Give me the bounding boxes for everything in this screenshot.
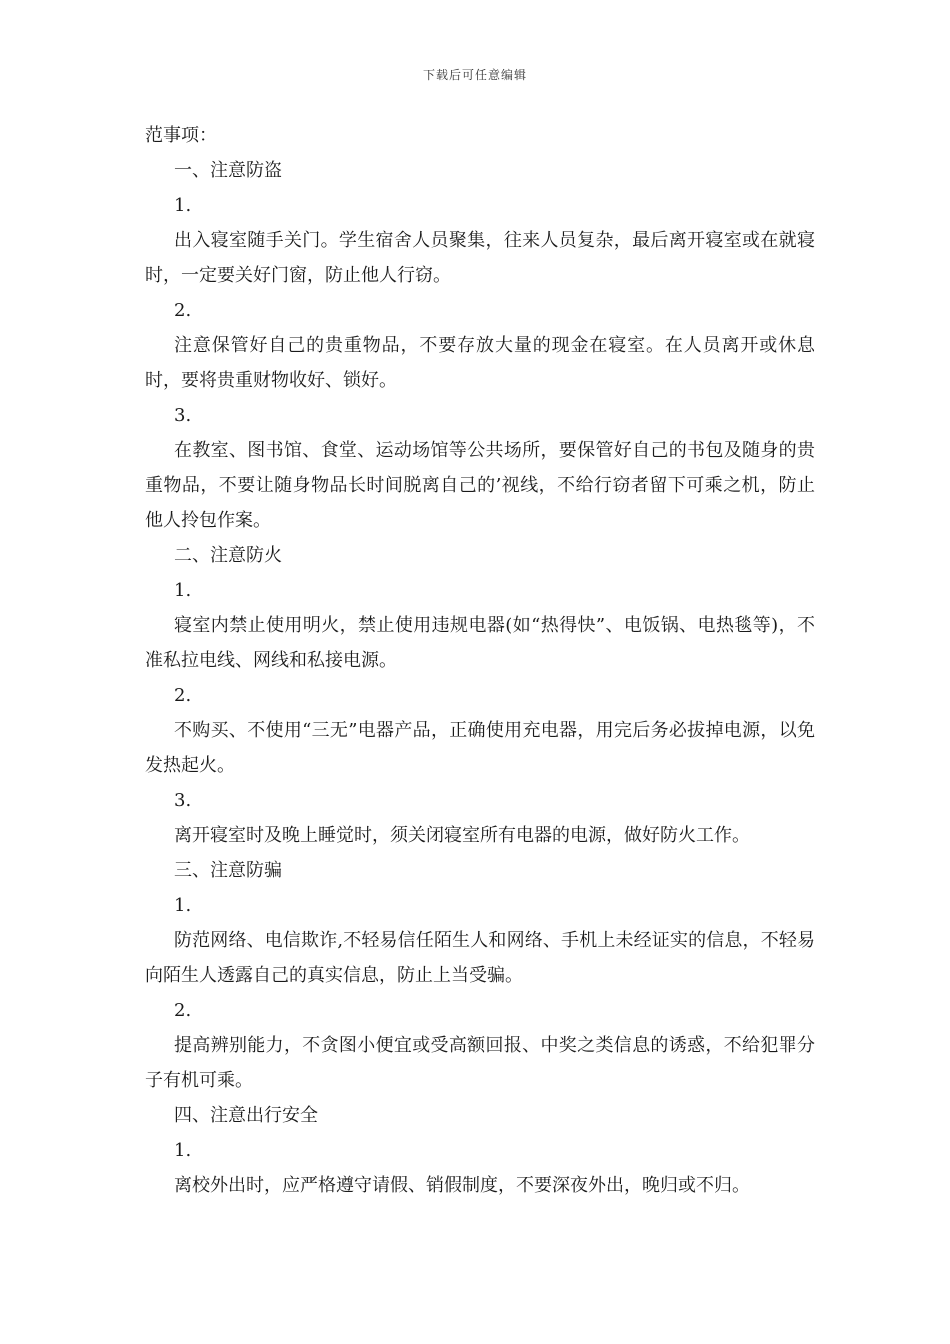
item-number: 1. bbox=[174, 580, 192, 601]
intro-text: 范事项： bbox=[145, 125, 217, 146]
item-number: 2. bbox=[174, 300, 192, 321]
item-paragraph: 不购买、不使用“三无”电器产品，正确使用充电器，用完后务必拔掉电源，以免发热起火。 bbox=[145, 720, 815, 776]
item-number: 1. bbox=[174, 895, 192, 916]
item-paragraph: 提高辨别能力，不贪图小便宜或受高额回报、中奖之类信息的诱惑，不给犯罪分子有机可乘。 bbox=[145, 1035, 815, 1091]
section-heading: 三、注意防骗 bbox=[174, 860, 282, 881]
document-body bbox=[145, 118, 815, 1203]
item-paragraph: 注意保管好自己的贵重物品，不要存放大量的现金在寝室。在人员离开或休息时，要将贵重财物收好、锁好。 bbox=[145, 335, 815, 391]
item-number: 2. bbox=[174, 1000, 192, 1021]
item-paragraph: 离校外出时，应严格遵守请假、销假制度，不要深夜外出，晚归或不归。 bbox=[174, 1175, 750, 1196]
item-number: 1. bbox=[174, 1140, 192, 1161]
item-number: 3. bbox=[174, 405, 192, 426]
item-paragraph: 离开寝室时及晚上睡觉时，须关闭寝室所有电器的电源，做好防火工作。 bbox=[174, 825, 750, 846]
item-number: 1. bbox=[174, 195, 192, 216]
section-heading: 一、注意防盗 bbox=[174, 160, 282, 181]
item-number: 3. bbox=[174, 790, 192, 811]
item-paragraph: 寝室内禁止使用明火，禁止使用违规电器(如“热得快”、电饭锅、电热毯等)，不准私拉电线、网线和私接电源。 bbox=[145, 615, 815, 671]
page-header-note: 下载后可任意编辑 bbox=[422, 68, 527, 82]
item-paragraph: 出入寝室随手关门。学生宿舍人员聚集，往来人员复杂，最后离开寝室或在就寝时，一定要关好门窗，防止他人行窃。 bbox=[145, 230, 815, 286]
section-heading: 二、注意防火 bbox=[174, 545, 282, 566]
item-number: 2. bbox=[174, 685, 192, 706]
item-paragraph: 防范网络、电信欺诈,不轻易信任陌生人和网络、手机上未经证实的信息，不轻易向陌生人透露自己的真实信息，防止上当受骗。 bbox=[145, 930, 815, 986]
item-paragraph: 在教室、图书馆、食堂、运动场馆等公共场所，要保管好自己的书包及随身的贵重物品，不要让随身物品长时间脱离自己的’视线，不给行窃者留下可乘之机，防止他人拎包作案。 bbox=[145, 440, 815, 531]
section-heading: 四、注意出行安全 bbox=[174, 1105, 318, 1126]
